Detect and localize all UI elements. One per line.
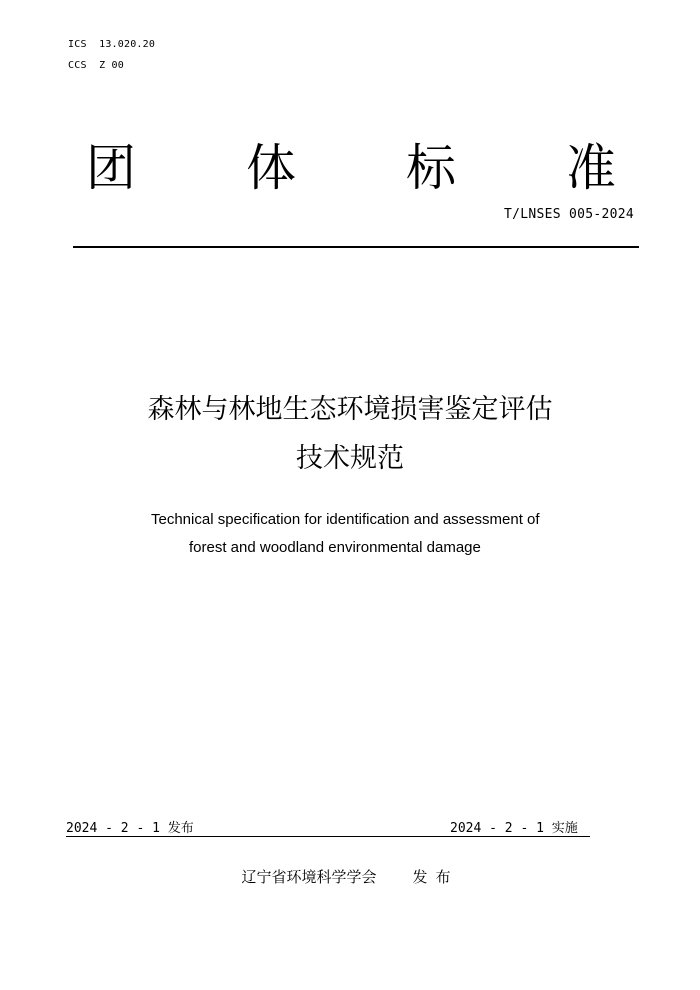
implementation-date: 2024 - 2 - 1 实施 bbox=[450, 821, 578, 836]
date-divider bbox=[66, 836, 590, 837]
publisher-row bbox=[0, 867, 700, 887]
title-english-line-2: forest and woodland environmental damage bbox=[189, 539, 481, 556]
ics-code: ICS 13.020.20 bbox=[68, 39, 156, 50]
header-divider bbox=[73, 246, 639, 248]
title-chinese-line-2: 技术规范 bbox=[296, 443, 404, 474]
category-char-1: 团 bbox=[86, 139, 136, 197]
category-char-2: 体 bbox=[246, 139, 296, 197]
publisher-name: 辽宁省环境科学学会 bbox=[241, 868, 377, 886]
title-chinese-line-1: 森林与林地生态环境损害鉴定评估 bbox=[147, 394, 553, 425]
publisher-action: 发布 bbox=[412, 868, 459, 886]
category-char-3: 标 bbox=[406, 139, 456, 197]
category-char-4: 准 bbox=[566, 139, 616, 197]
ccs-code: CCS Z 00 bbox=[68, 60, 124, 71]
title-english-line-1: Technical specification for identification and assessment of bbox=[151, 511, 540, 528]
standard-number: T/LNSES 005-2024 bbox=[503, 207, 634, 222]
publish-date: 2024 - 2 - 1 发布 bbox=[66, 821, 194, 836]
